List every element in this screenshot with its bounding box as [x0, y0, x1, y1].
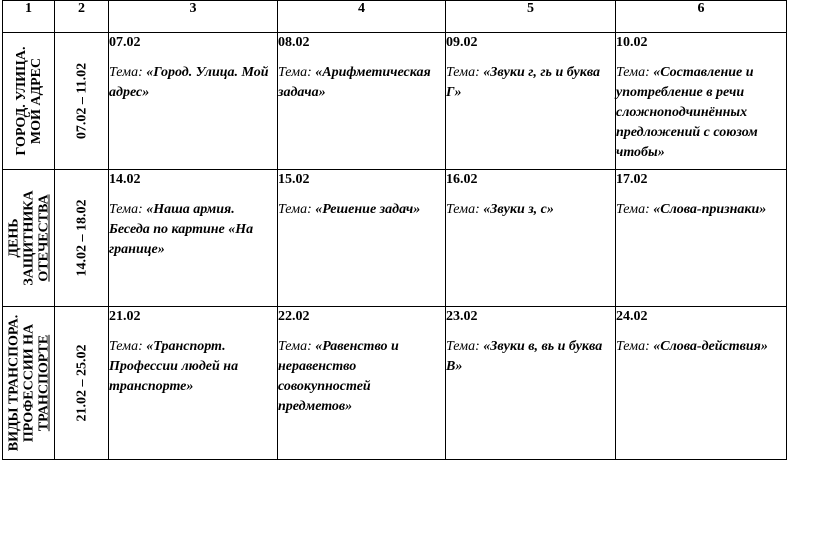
column-header-1: 1	[3, 1, 55, 33]
week-theme-line: ДЕНЬ	[6, 218, 21, 258]
week-period: 14.02 – 18.02	[74, 199, 89, 277]
topic-title: «Звуки з, с»	[483, 202, 554, 217]
day-cell	[616, 307, 787, 460]
week-theme-line: ЗАЩИТНИКА	[21, 190, 36, 286]
topic-title: «Равенство и неравенство совокупностей предметов»	[278, 339, 399, 414]
day-date: 10.02	[616, 35, 648, 50]
column-header-4: 4	[278, 1, 446, 33]
topic-title: «Решение задач»	[315, 202, 421, 217]
topic-title: «Звуки в, вь и буква В»	[446, 339, 603, 374]
week-theme-line: ВИДЫ ТРАНСПОРА.	[6, 314, 21, 452]
week-theme-cell	[3, 170, 55, 307]
column-header-2: 2	[55, 1, 109, 33]
day-date: 09.02	[446, 35, 478, 50]
table-row	[3, 307, 787, 460]
table-row	[3, 170, 787, 307]
day-date: 14.02	[109, 172, 141, 187]
topic-prefix: Тема:	[278, 65, 316, 80]
topic-prefix: Тема:	[616, 339, 654, 354]
day-cell	[616, 33, 787, 170]
table-row	[3, 33, 787, 170]
topic-title: «Транспорт. Профессии людей на транспорте»	[109, 339, 239, 394]
topic-title: «Город. Улица. Мой адрес»	[109, 65, 269, 100]
topic-prefix: Тема:	[109, 202, 147, 217]
week-period-cell	[55, 33, 109, 170]
week-theme-cell	[3, 33, 55, 170]
day-date: 24.02	[616, 309, 648, 324]
day-cell	[446, 33, 616, 170]
day-cell	[278, 170, 446, 307]
week-period-cell	[55, 170, 109, 307]
topic-prefix: Тема:	[109, 339, 147, 354]
topic-prefix: Тема:	[616, 202, 654, 217]
day-date: 16.02	[446, 172, 478, 187]
week-theme-cell	[3, 307, 55, 460]
column-header-5: 5	[446, 1, 616, 33]
day-cell	[446, 170, 616, 307]
week-theme-line: ТРАНСПОРТЕ	[36, 334, 51, 432]
lesson-plan-table	[2, 0, 787, 460]
column-header-3: 3	[109, 1, 278, 33]
topic-title: «Слова-признаки»	[653, 202, 767, 217]
day-cell	[109, 307, 278, 460]
topic-prefix: Тема:	[446, 65, 484, 80]
week-period: 07.02 – 11.02	[74, 62, 89, 140]
topic-prefix: Тема:	[446, 202, 484, 217]
week-period-cell	[55, 307, 109, 460]
topic-title: «Слова-действия»	[653, 339, 768, 354]
week-theme-line: ОТЕЧЕСТВА	[36, 194, 51, 282]
day-cell	[446, 307, 616, 460]
day-date: 08.02	[278, 35, 310, 50]
day-date: 22.02	[278, 309, 310, 324]
column-header-6: 6	[616, 1, 787, 33]
week-theme-line: ПРОФЕССИИ НА	[21, 323, 36, 443]
week-theme-line: МОЙ АДРЕС	[28, 57, 44, 145]
topic-prefix: Тема:	[278, 202, 316, 217]
topic-prefix: Тема:	[109, 65, 147, 80]
day-date: 15.02	[278, 172, 310, 187]
day-cell	[109, 170, 278, 307]
day-date: 07.02	[109, 35, 141, 50]
day-date: 21.02	[109, 309, 141, 324]
day-date: 23.02	[446, 309, 478, 324]
day-cell	[109, 33, 278, 170]
day-cell	[278, 307, 446, 460]
day-date: 17.02	[616, 172, 648, 187]
day-cell	[616, 170, 787, 307]
topic-title: «Составление и употребление в речи сложноподчинённых предложений с союзом чтобы»	[616, 65, 758, 160]
topic-title: «Арифметическая задача»	[278, 65, 431, 100]
header-row	[3, 1, 787, 33]
week-period: 21.02 – 25.02	[74, 344, 89, 422]
topic-prefix: Тема:	[446, 339, 484, 354]
day-cell	[278, 33, 446, 170]
week-theme-line: ГОРОД. УЛИЦА.	[13, 46, 29, 156]
topic-prefix: Тема:	[616, 65, 654, 80]
topic-title: «Наша армия. Беседа по картине «На границе»	[109, 202, 254, 257]
topic-prefix: Тема:	[278, 339, 316, 354]
topic-title: «Звуки г, гь и буква Г»	[446, 65, 601, 100]
